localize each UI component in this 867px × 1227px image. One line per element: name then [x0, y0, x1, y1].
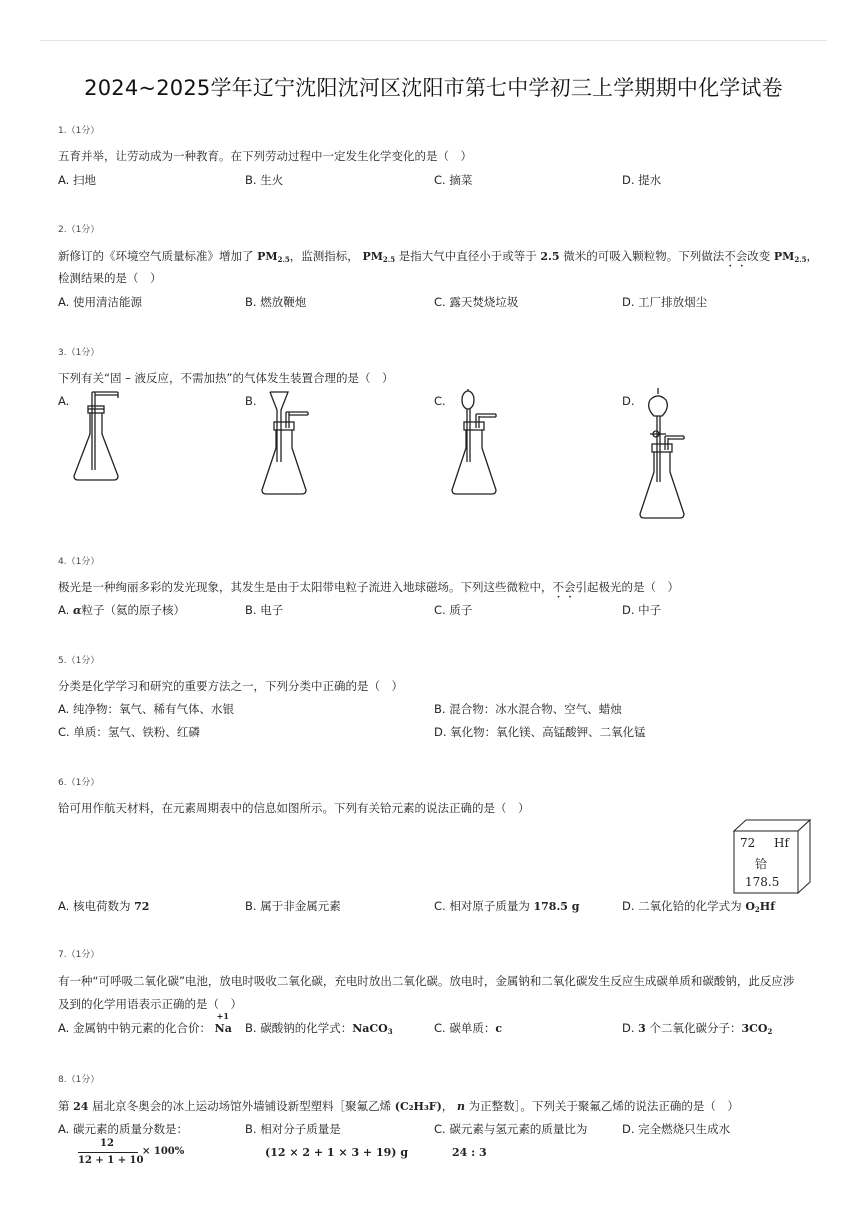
q2-option-c[interactable]: C. 露天焚烧垃圾	[434, 295, 519, 309]
q8-option-a-fraction: 12 12 + 1 + 10 × 100%	[78, 1138, 185, 1166]
question-3-number: 3.（1分）	[58, 348, 100, 358]
apparatus-c-image	[448, 388, 508, 500]
page-title: 2024~2025学年辽宁沈阳沈河区沈阳市第七中学初三上学期期中化学试卷	[84, 76, 783, 100]
q2-option-d[interactable]: D. 工厂排放烟尘	[622, 295, 708, 309]
q4-option-b[interactable]: B. 电子	[245, 603, 284, 617]
q5-option-d[interactable]: D. 氧化物：氧化镁、高锰酸钾、二氧化锰	[434, 725, 646, 739]
question-5-stem: 分类是化学学习和研究的重要方法之一，下列分类中正确的是（ ）	[58, 679, 403, 693]
question-2-stem: 新修订的《环境空气质量标准》增加了 $PM_{2.5}$，监测指标， $PM_{2.5}$ 是指大气中直径小于或等于 2.5 微米的可吸入颗粒物。下列做法不会改变 $PM_{2.5}$，	[58, 249, 818, 264]
q7-option-c[interactable]: C. 碳单质：c	[434, 1021, 503, 1035]
q6-option-a[interactable]: A. 核电荷数为 72	[58, 899, 150, 913]
q8-option-a[interactable]: A. 碳元素的质量分数是：	[58, 1122, 188, 1136]
question-1-number: 1.（1分）	[58, 126, 100, 136]
q3-option-b[interactable]: B.	[245, 394, 257, 408]
question-8-stem: 第 24 届北京冬奥会的冰上运动场馆外墙铺设新型塑料［聚氟乙烯 (C₂H₃F)， n 为正整数］。下列关于聚氟乙烯的说法正确的是（ ）	[58, 1099, 739, 1113]
question-4-stem: 极光是一种绚丽多彩的发光现象，其发生是由于太阳带电粒子流进入地球磁场。下列这些微粒中，不会引起极光的是（ ）	[58, 580, 679, 594]
q4-option-d[interactable]: D. 中子	[622, 603, 662, 617]
question-8-number: 8.（1分）	[58, 1075, 100, 1085]
q7-option-b[interactable]: B. 碳酸钠的化学式：NaCO$_3$	[245, 1021, 393, 1036]
q4-option-a[interactable]: A. α粒子（氦的原子核）	[58, 603, 185, 617]
q3-option-d[interactable]: D.	[622, 394, 635, 408]
element-mass: 178.5	[745, 875, 780, 889]
q8-option-c-value: 24 : 3	[452, 1146, 487, 1159]
q5-option-b[interactable]: B. 混合物：冰水混合物、空气、蜡烛	[434, 702, 622, 716]
element-number: 72	[740, 836, 756, 850]
q5-option-c[interactable]: C. 单质：氢气、铁粉、红磷	[58, 725, 200, 739]
q8-option-d[interactable]: D. 完全燃烧只生成水	[622, 1122, 731, 1136]
q1-option-b[interactable]: B. 生火	[245, 173, 284, 187]
q2-option-b[interactable]: B. 燃放鞭炮	[245, 295, 307, 309]
q2-option-a[interactable]: A. 使用清洁能源	[58, 295, 142, 309]
question-1-stem: 五育并举，让劳动成为一种教育。在下列劳动过程中一定发生化学变化的是（ ）	[58, 149, 472, 163]
question-3-stem: 下列有关“固 – 液反应，不需加热”的气体发生装置合理的是（ ）	[58, 371, 394, 385]
question-6-number: 6.（1分）	[58, 778, 100, 788]
q3-option-a[interactable]: A.	[58, 394, 70, 408]
question-7-number: 7.（1分）	[58, 950, 100, 960]
q8-option-b-value: (12 × 2 + 1 × 3 + 19) g	[265, 1146, 409, 1159]
q6-option-d[interactable]: D. 二氧化铪的化学式为 $O_2Hf$	[622, 899, 775, 914]
element-name: 铪	[755, 857, 768, 871]
q8-option-b[interactable]: B. 相对分子质量是	[245, 1122, 341, 1136]
q7-option-d[interactable]: D. 3 个二氧化碳分子：$3CO_2$	[622, 1021, 773, 1036]
q4-option-c[interactable]: C. 质子	[434, 603, 473, 617]
apparatus-b-image	[258, 390, 318, 500]
q1-option-c[interactable]: C. 摘菜	[434, 173, 473, 187]
q6-option-b[interactable]: B. 属于非金属元素	[245, 899, 341, 913]
question-7-stem: 有一种“可呼吸二氧化碳”电池，放电时吸收二氧化碳，充电时放出二氧化碳。放电时，金属钠和二氧化碳发生反应生成碳单质和碳酸钠，此反应涉	[58, 974, 795, 988]
q6-option-c[interactable]: C. 相对原子质量为 178.5 g	[434, 899, 580, 913]
question-6-stem: 铪可用作航天材料，在元素周期表中的信息如图所示。下列有关铪元素的说法正确的是（ ）	[58, 801, 530, 815]
element-symbol: Hf	[774, 836, 789, 850]
question-2-stem-line2: 检测结果的是（ ）	[58, 271, 162, 285]
q5-option-a[interactable]: A. 纯净物：氧气、稀有气体、水银	[58, 702, 234, 716]
question-5-number: 5.（1分）	[58, 656, 100, 666]
q7-option-a[interactable]: A. 金属钠中钠元素的化合价： +1 Na	[58, 1011, 232, 1035]
question-7-stem-line2: 及到的化学用语表示正确的是（ ）	[58, 997, 242, 1011]
question-2-number: 2.（1分）	[58, 225, 100, 235]
q1-option-a[interactable]: A. 扫地	[58, 173, 96, 187]
apparatus-d-image	[636, 386, 696, 524]
question-4-number: 4.（1分）	[58, 557, 100, 567]
top-divider	[40, 40, 827, 41]
apparatus-a-image	[70, 388, 130, 483]
element-card-hafnium	[732, 819, 812, 894]
q8-option-c[interactable]: C. 碳元素与氢元素的质量比为	[434, 1122, 588, 1136]
q3-option-c[interactable]: C.	[434, 394, 446, 408]
q1-option-d[interactable]: D. 提水	[622, 173, 662, 187]
